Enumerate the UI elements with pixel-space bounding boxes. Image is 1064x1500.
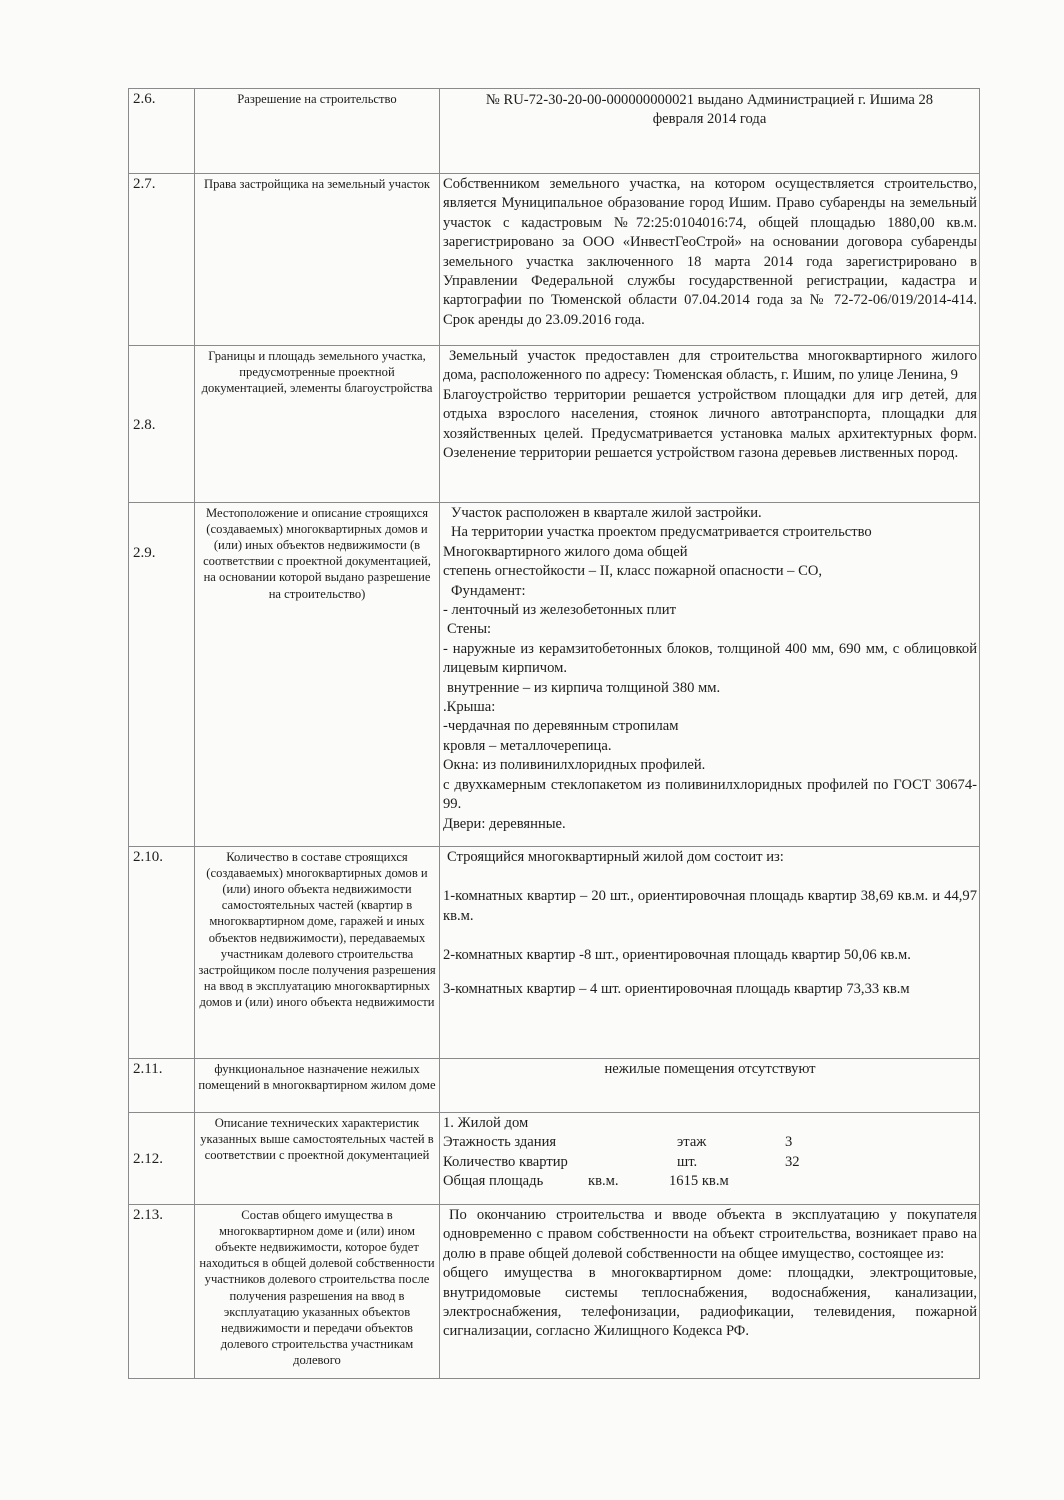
area-unit: кв.м. — [588, 1173, 619, 1190]
description-line: Стены: — [447, 621, 492, 638]
technical-specs-cell — [440, 1113, 980, 1205]
row-label: Состав общего имущества в многоквартирном доме и (или) ином объекте недвижимости, которое будет находиться в общей долевой собственности участников долевого строительства после получения разрешения на ввод в эксплуатацию указанных объектов недвижимости и передачи объектов долевого строительства участникам долевого — [195, 1205, 440, 1379]
spec-name: Количество квартир — [443, 1153, 568, 1170]
row-label: Количество в составе строящихся (создаваемых) многоквартирных домов и (или) иного объекта недвижимости самостоятельных частей (квартир в многоквартирном доме, гаражей и иных объектов недвижимости), передаваемых участникам долевого строительства застройщиком после получения разрешения на ввод в эксплуатацию многоквартирных домов и (или) иного объекта недвижимости — [195, 847, 440, 1059]
row-number: 2.9. — [129, 503, 195, 847]
spec-unit: шт. — [677, 1153, 698, 1170]
row-label: Разрешение на строительство — [195, 89, 440, 174]
row-number: 2.7. — [129, 174, 195, 346]
row-label: функциональное назначение нежилых помещений в многоквартирном жилом доме — [195, 1059, 440, 1113]
table-row — [129, 1205, 980, 1379]
row-label: Права застройщика на земельный участок — [195, 174, 440, 346]
land-boundaries-cell — [440, 346, 980, 503]
row-label: Границы и площадь земельного участка, предусмотренные проектной документацией, элементы благоустройства — [195, 346, 440, 503]
specs-heading: 1. Жилой дом — [443, 1115, 529, 1131]
table-row — [129, 89, 980, 174]
total-area-line — [443, 1172, 977, 1191]
description-line: Фундамент: — [451, 582, 526, 599]
spec-row — [443, 1133, 800, 1152]
row-number: 2.8. — [129, 346, 195, 503]
table-row — [129, 1059, 980, 1113]
spec-unit: этаж — [677, 1134, 707, 1151]
description-line: внутренние – из кирпича толщиной 380 мм. — [447, 679, 721, 696]
table-row — [129, 847, 980, 1059]
row-label: Описание технических характеристик указанных выше самостоятельных частей в соответствии с проектной документацией — [195, 1113, 440, 1205]
common-property-list: общего имущества в многоквартирном доме: площадки, электрощитовые, внутридомовые системы теплоснабжения, водоснабжения, канализации, электроснабжения, телефонизации, радиофикации, телевидения, пожарной сигнализации, согласно Жилищного Кодекса РФ. — [443, 1265, 977, 1340]
description-line: - наружные из керамзитобетонных блоков, толщиной 400 мм, 690 мм, с облицовкой лицевым кирпичом. — [443, 640, 977, 677]
description-line: степень огнестойкости – II, класс пожарной опасности – СО, — [443, 563, 823, 580]
common-property-cell — [440, 1205, 980, 1379]
description-line: Окна: из поливинилхлоридных профилей. — [443, 757, 706, 774]
apartments-intro: Строящийся многоквартирный жилой дом состоит из: — [447, 849, 784, 865]
description-line: Двери: деревянные. — [443, 815, 566, 832]
common-property-paragraph: По окончанию строительства и вводе объекта в эксплуатацию у покупателя одновременно с правом собственности на объект строительства, возникает право на долю в праве общей долевой собственности на общее имущество, состоящее из: — [443, 1207, 977, 1262]
description-line: Многоквартирного жилого дома общей — [443, 543, 688, 560]
landscaping-paragraph: Благоустройство территории решается устройством площадки для игр детей, для отдыха взрослого населения, стоянок личного автотранспорта, площадки для хозяйственных целей. Предусматривается установка малых архитектурных форм. Озеленение территории решается устройством газона деревьев лиственных пород. — [443, 386, 977, 462]
spec-value: 3 — [785, 1134, 793, 1151]
description-line: .Крыша: — [443, 699, 496, 716]
apartments-2-room: 2-комнатных квартир -8 шт., ориентировочная площадь квартир 50,06 кв.м. — [443, 947, 911, 964]
table-row — [129, 503, 980, 847]
description-line: Участок расположен в квартале жилой застройки. — [451, 505, 762, 521]
apartment-count-cell — [440, 847, 980, 1059]
table-row — [129, 174, 980, 346]
building-description-cell — [440, 503, 980, 847]
row-number: 2.10. — [129, 847, 195, 1059]
apartments-3-room: 3-комнатных квартир – 4 шт. ориентировочная площадь квартир 73,33 кв.м — [443, 980, 910, 997]
permit-text: № RU-72-30-20-00-000000000021 выдано Администрацией г. Ишима 28 февраля 2014 года — [440, 89, 980, 174]
land-allocation-paragraph: Земельный участок предоставлен для строительства многоквартирного жилого дома, расположенного по адресу: Тюменская область, г. Ишим, по улице Ленина, 9 — [443, 348, 977, 384]
spec-value: 32 — [785, 1153, 800, 1170]
row-number: 2.6. — [129, 89, 195, 174]
description-line: - ленточный из железобетонных плит — [443, 602, 676, 619]
row-number: 2.13. — [129, 1205, 195, 1379]
area-name: Общая площадь — [443, 1173, 544, 1190]
row-number: 2.12. — [129, 1113, 195, 1205]
description-line: с двухкамерным стеклопакетом из поливинилхлоридных профилей по ГОСТ 30674-99. — [443, 776, 977, 813]
spec-row — [443, 1153, 800, 1172]
project-declaration-table — [128, 88, 980, 1379]
description-line: кровля – металлочерепица. — [443, 737, 612, 754]
description-line: На территории участка проектом предусматривается строительство — [451, 524, 872, 541]
area-value: 1615 кв.м — [669, 1173, 729, 1190]
description-line: -чердачная по деревянным стропилам — [443, 718, 679, 735]
specs-table — [443, 1133, 800, 1172]
row-number: 2.11. — [129, 1059, 195, 1113]
apartments-1-room: 1-комнатных квартир – 20 шт., ориентировочная площадь квартир 38,69 кв.м. и 44,97 кв.м. — [443, 888, 977, 924]
land-rights-text: Собственником земельного участка, на котором осуществляется строительство, является Муниципальное образование город Ишим. Право субаренды на земельный участок с кадастровым №72:25:0104016:74, общей площадью 1880,00 кв.м. зарегистрировано за ООО «ИнвестГеоСтрой» на основании договора субаренды земельного участка заключенного 18 марта 2014 года зарегистрировано в Управлении Федеральной службы государственной регистрации, кадастра и картографии по Тюменской области 07.04.2014 года за № 72-72-06/019/2014-414. Срок аренды до 23.09.2016 года. — [440, 174, 980, 346]
non-residential-text: нежилые помещения отсутствуют — [440, 1059, 980, 1113]
table-row — [129, 1113, 980, 1205]
row-label: Местоположение и описание строящихся (создаваемых) многоквартирных домов и (или) иных объектов недвижимости (в соответствии с проектной документацией, на основании которой выдано разрешение на строительство) — [195, 503, 440, 847]
table-row — [129, 346, 980, 503]
spec-name: Этажность здания — [443, 1134, 557, 1151]
